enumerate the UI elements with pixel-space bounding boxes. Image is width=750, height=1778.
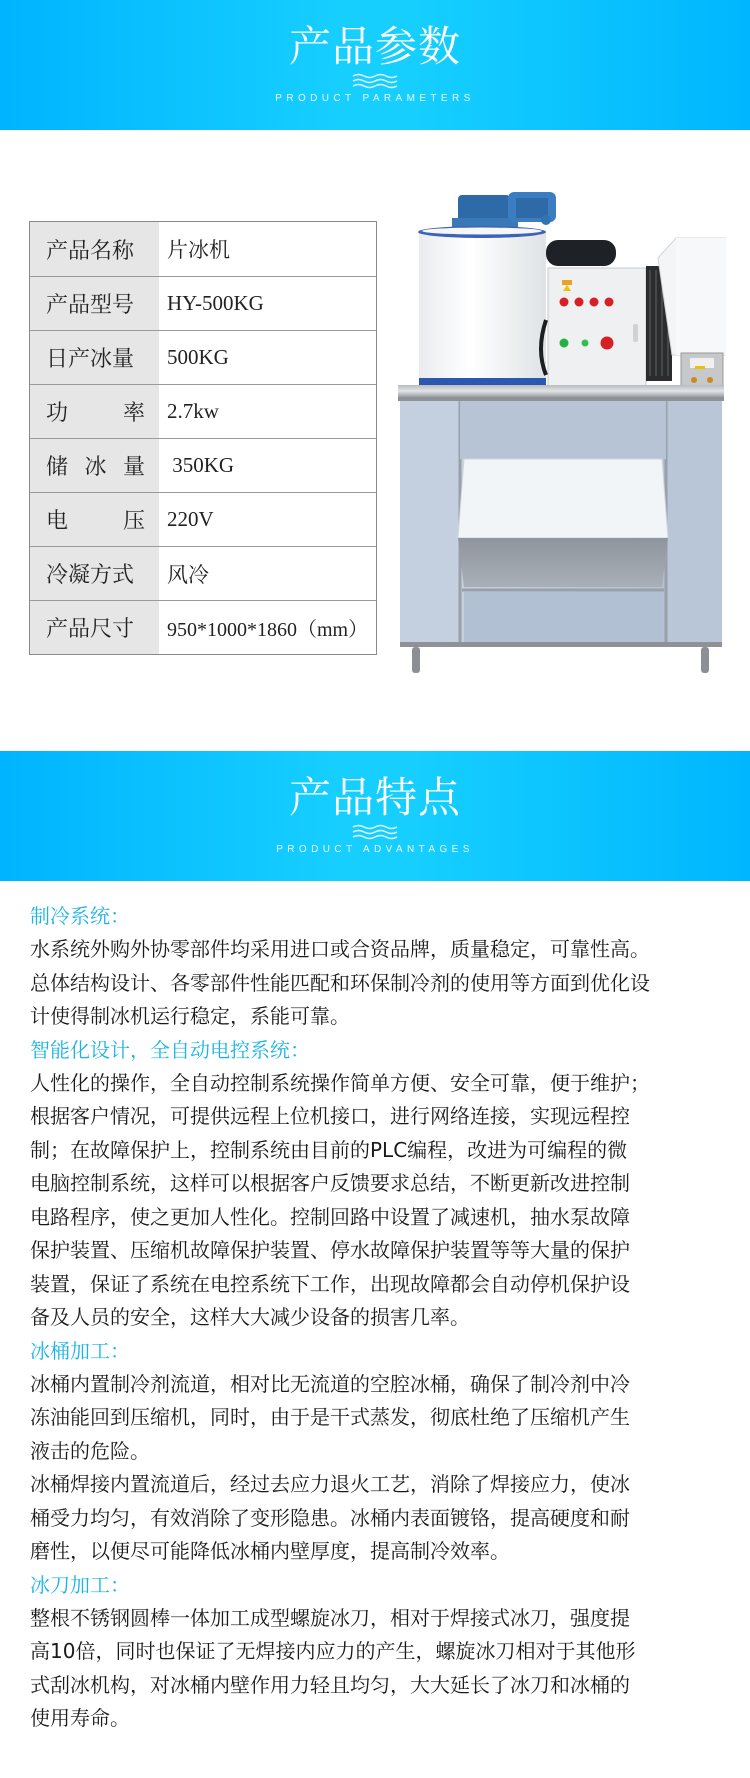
feature-heading: 智能化设计，全自动电控系统： [30, 1037, 310, 1062]
feature-line: 电脑控制系统，这样可以根据客户反馈要求总结，不断更新改进控制 [30, 1171, 630, 1195]
wave-icon [352, 73, 398, 89]
feature-line: 整根不锈钢圆棒一体加工成型螺旋冰刀，相对于焊接式冰刀，强度提 [30, 1605, 630, 1630]
section-subtitle: PRODUCT ADVANTAGES [276, 844, 474, 855]
spec-value: 2.7kw [159, 385, 376, 438]
table-row [30, 492, 376, 546]
section-title: 产品特点 [288, 773, 461, 822]
feature-smart-control [30, 1034, 730, 1335]
spec-label: 产品名称 [30, 222, 159, 276]
feature-line: 备及人员的安全，这样大大减少设备的损害几率。 [30, 1305, 470, 1329]
feature-line: 根据客户情况，可提供远程上位机接口，进行网络连接，实现远程控 [30, 1104, 630, 1128]
spec-label: 产品尺寸 [30, 601, 159, 654]
banner-product-advantages [0, 751, 750, 881]
feature-line: 桶受力均匀，有效消除了变形隐患。冰桶内表面镀铬，提高硬度和耐 [30, 1505, 630, 1530]
gear-motor [452, 192, 556, 232]
table-row [30, 276, 376, 330]
product-image-flake-ice-machine [396, 190, 726, 680]
feature-line: 计使得制冰机运行稳定，系能可靠。 [30, 1004, 350, 1028]
feature-line: 高10倍，同时也保证了无焊接内应力的产生，螺旋冰刀相对于其他形 [30, 1639, 636, 1663]
feature-line: 人性化的操作，全自动控制系统操作简单方便、安全可靠，便于维护； [30, 1070, 650, 1095]
spec-value: 950*1000*1860（mm） [159, 601, 376, 654]
spec-label [30, 493, 159, 546]
feature-line: 液击的危险。 [30, 1438, 150, 1463]
feature-line: 总体结构设计、各零部件性能匹配和环保制冷剂的使用等方面到优化设 [30, 970, 650, 995]
feature-heading: 制冷系统： [30, 904, 130, 928]
spec-value: 220V [159, 493, 376, 546]
label-char: 率 [122, 401, 145, 426]
feature-line: 装置，保证了系统在电控系统下工作，出现故障都会自动停机保护设 [30, 1271, 630, 1296]
feature-heading: 冰桶加工： [30, 1338, 130, 1363]
feature-line: 电路程序，使之更加人性化。控制回路中设置了减速机，抽水泵故障 [30, 1204, 630, 1229]
feature-line: 保护装置、压缩机故障保护装置、停水故障保护装置等等大量的保护 [30, 1238, 630, 1262]
label-char: 压 [122, 509, 145, 534]
section-title: 产品参数 [288, 22, 461, 71]
spec-value: 350KG [159, 439, 376, 492]
feature-ice-drum [30, 1335, 730, 1569]
table-row [30, 222, 376, 276]
label-char: 储 [46, 455, 69, 480]
feature-line: 式刮冰机构，对冰桶内壁作用力轻且均匀，大大延长了冰刀和冰桶的 [30, 1672, 630, 1697]
feature-line: 制；在故障保护上，控制系统由目前的PLC编程，改进为可编程的微 [30, 1137, 628, 1162]
spec-label: 冷凝方式 [30, 547, 159, 600]
feature-list [30, 900, 730, 1736]
label-char: 电 [46, 509, 69, 534]
spec-value: 风冷 [159, 547, 376, 600]
table-row [30, 438, 376, 492]
spec-label [30, 439, 159, 492]
feature-line: 冻油能回到压缩机，同时，由于是干式蒸发，彻底杜绝了压缩机产生 [30, 1405, 630, 1429]
spec-label [30, 385, 159, 438]
section-subtitle: PRODUCT PARAMETERS [275, 93, 475, 104]
spec-label: 日产冰量 [30, 331, 159, 384]
wave-icon [352, 824, 398, 840]
table-row [30, 384, 376, 438]
feature-line: 冰桶焊接内置流道后，经过去应力退火工艺，消除了焊接应力，使冰 [30, 1472, 630, 1496]
spec-table [29, 221, 377, 655]
banner-product-parameters [0, 0, 750, 130]
spec-value: 500KG [159, 331, 376, 384]
feature-refrigeration-system [30, 900, 730, 1034]
table-row [30, 330, 376, 384]
label-char: 功 [46, 401, 69, 426]
table-row [30, 600, 376, 654]
label-char: 冰 [84, 455, 107, 480]
feature-line: 使用寿命。 [30, 1706, 130, 1730]
feature-line: 水系统外购外协零部件均采用进口或合资品牌，质量稳定，可靠性高。 [30, 937, 650, 961]
feature-ice-blade [30, 1569, 730, 1736]
feature-heading: 冰刀加工： [30, 1572, 130, 1597]
table-row [30, 546, 376, 600]
feature-line: 冰桶内置制冷剂流道，相对比无流道的空腔冰桶，确保了制冷剂中冷 [30, 1371, 630, 1396]
spec-value: HY-500KG [159, 277, 376, 330]
label-char: 量 [122, 455, 145, 480]
spec-label: 产品型号 [30, 277, 159, 330]
feature-line: 磨性，以便尽可能降低冰桶内壁厚度，提高制冷效率。 [30, 1539, 510, 1563]
spec-value: 片冰机 [159, 222, 376, 276]
